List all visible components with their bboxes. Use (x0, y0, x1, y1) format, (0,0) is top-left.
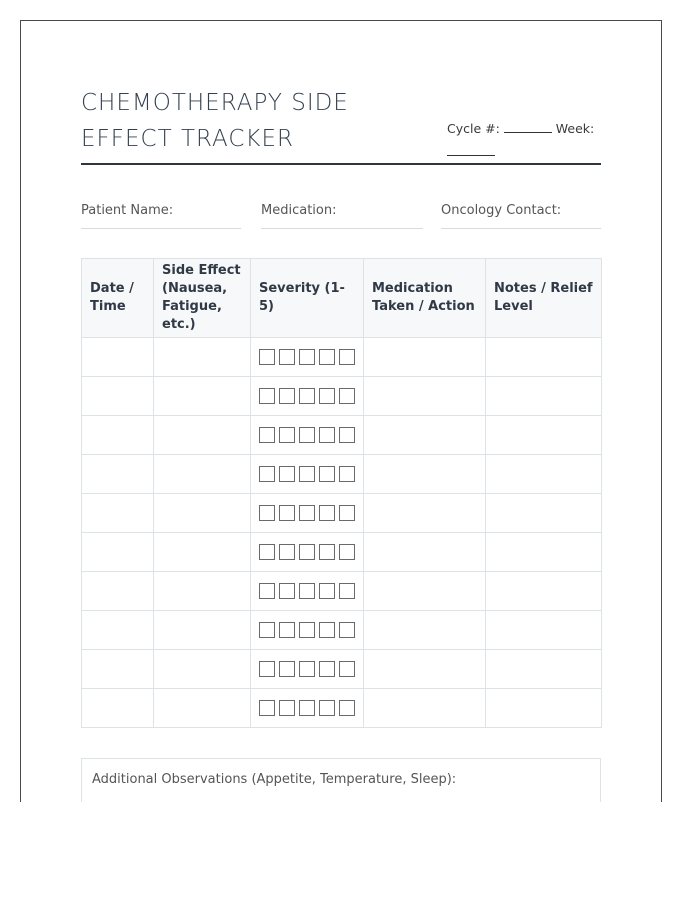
severity-checkbox[interactable] (279, 466, 295, 482)
medication-label: Medication: (261, 203, 337, 218)
column-header-side-effect: Side Effect (Nausea, Fatigue, etc.) (154, 259, 251, 338)
severity-checkbox[interactable] (279, 700, 295, 716)
severity-checkbox[interactable] (259, 427, 275, 443)
severity-cell (251, 455, 364, 494)
column-header-medication-action: Medication Taken / Action (364, 259, 486, 338)
severity-checkbox-group (251, 622, 363, 638)
severity-checkbox[interactable] (339, 349, 355, 365)
severity-cell (251, 494, 364, 533)
severity-checkbox[interactable] (279, 661, 295, 677)
severity-checkbox[interactable] (259, 544, 275, 560)
side-effect-cell[interactable] (154, 494, 251, 533)
table-row (82, 455, 602, 494)
severity-cell (251, 689, 364, 728)
date-time-cell[interactable] (82, 377, 154, 416)
severity-checkbox[interactable] (319, 427, 335, 443)
severity-cell (251, 650, 364, 689)
date-time-cell[interactable] (82, 572, 154, 611)
severity-checkbox[interactable] (279, 349, 295, 365)
patient-info-fields (81, 201, 601, 229)
medication-action-cell[interactable] (364, 338, 486, 377)
patient-name-field[interactable] (81, 201, 241, 229)
sheet-header (81, 85, 601, 165)
side-effect-cell[interactable] (154, 572, 251, 611)
cycle-label: Cycle #: (447, 121, 500, 136)
severity-checkbox-group (251, 544, 363, 560)
severity-checkbox[interactable] (339, 427, 355, 443)
notes-relief-cell[interactable] (486, 533, 602, 572)
severity-checkbox[interactable] (319, 700, 335, 716)
severity-cell (251, 533, 364, 572)
date-time-cell[interactable] (82, 650, 154, 689)
severity-checkbox[interactable] (259, 466, 275, 482)
side-effect-cell[interactable] (154, 416, 251, 455)
column-header-notes-relief: Notes / Relief Level (486, 259, 602, 338)
severity-cell (251, 338, 364, 377)
side-effect-cell[interactable] (154, 650, 251, 689)
cycle-week-fields (447, 117, 601, 163)
severity-checkbox[interactable] (259, 622, 275, 638)
severity-checkbox[interactable] (319, 466, 335, 482)
date-time-cell[interactable] (82, 494, 154, 533)
week-label: Week: (555, 121, 595, 136)
severity-checkbox[interactable] (319, 661, 335, 677)
severity-checkbox[interactable] (299, 661, 315, 677)
severity-cell (251, 377, 364, 416)
severity-cell (251, 611, 364, 650)
notes-relief-cell[interactable] (486, 377, 602, 416)
severity-checkbox[interactable] (339, 505, 355, 521)
medication-action-cell[interactable] (364, 377, 486, 416)
severity-checkbox[interactable] (299, 427, 315, 443)
severity-checkbox[interactable] (279, 583, 295, 599)
table-row (82, 494, 602, 533)
date-time-cell[interactable] (82, 533, 154, 572)
severity-checkbox[interactable] (319, 583, 335, 599)
severity-checkbox[interactable] (319, 388, 335, 404)
severity-checkbox[interactable] (279, 427, 295, 443)
severity-checkbox[interactable] (299, 466, 315, 482)
column-header-severity: Severity (1-5) (251, 259, 364, 338)
severity-checkbox-group (251, 427, 363, 443)
date-time-cell[interactable] (82, 611, 154, 650)
severity-checkbox[interactable] (299, 505, 315, 521)
severity-checkbox-group (251, 700, 363, 716)
severity-checkbox-group (251, 661, 363, 677)
severity-checkbox[interactable] (299, 622, 315, 638)
page-title: CHEMOTHERAPY SIDE EFFECT TRACKER (81, 90, 349, 152)
severity-checkbox[interactable] (299, 349, 315, 365)
side-effect-cell[interactable] (154, 689, 251, 728)
additional-observations-box[interactable] (81, 758, 601, 802)
severity-checkbox[interactable] (259, 388, 275, 404)
oncology-contact-label: Oncology Contact: (441, 203, 562, 218)
severity-checkbox-group (251, 505, 363, 521)
table-row (82, 533, 602, 572)
side-effect-table (81, 258, 602, 728)
notes-relief-cell[interactable] (486, 689, 602, 728)
table-row (82, 650, 602, 689)
table-row (82, 416, 602, 455)
severity-checkbox[interactable] (319, 505, 335, 521)
side-effect-cell[interactable] (154, 338, 251, 377)
notes-relief-cell[interactable] (486, 650, 602, 689)
side-effect-cell[interactable] (154, 377, 251, 416)
table-row (82, 572, 602, 611)
medication-action-cell[interactable] (364, 572, 486, 611)
severity-checkbox[interactable] (339, 661, 355, 677)
notes-relief-cell[interactable] (486, 494, 602, 533)
severity-checkbox[interactable] (259, 661, 275, 677)
severity-checkbox-group (251, 349, 363, 365)
notes-relief-cell[interactable] (486, 338, 602, 377)
severity-checkbox[interactable] (279, 388, 295, 404)
table-row (82, 377, 602, 416)
severity-checkbox[interactable] (259, 505, 275, 521)
medication-action-cell[interactable] (364, 416, 486, 455)
table-row (82, 338, 602, 377)
severity-checkbox[interactable] (299, 583, 315, 599)
patient-name-label: Patient Name: (81, 203, 174, 218)
table-row (82, 689, 602, 728)
oncology-contact-field[interactable] (441, 201, 601, 229)
severity-checkbox[interactable] (319, 622, 335, 638)
severity-checkbox-group (251, 466, 363, 482)
severity-checkbox[interactable] (279, 544, 295, 560)
severity-checkbox[interactable] (339, 466, 355, 482)
severity-checkbox[interactable] (339, 544, 355, 560)
severity-checkbox[interactable] (319, 349, 335, 365)
date-time-cell[interactable] (82, 689, 154, 728)
severity-checkbox-group (251, 583, 363, 599)
side-effect-cell[interactable] (154, 533, 251, 572)
date-time-cell[interactable] (82, 455, 154, 494)
severity-checkbox[interactable] (339, 622, 355, 638)
medication-action-cell[interactable] (364, 650, 486, 689)
notes-relief-cell[interactable] (486, 611, 602, 650)
severity-checkbox[interactable] (339, 700, 355, 716)
notes-relief-cell[interactable] (486, 572, 602, 611)
severity-checkbox[interactable] (279, 505, 295, 521)
severity-checkbox[interactable] (319, 544, 335, 560)
side-effect-cell[interactable] (154, 611, 251, 650)
notes-relief-cell[interactable] (486, 455, 602, 494)
severity-checkbox[interactable] (299, 544, 315, 560)
severity-checkbox-group (251, 388, 363, 404)
cycle-blank[interactable] (504, 121, 552, 133)
severity-cell (251, 416, 364, 455)
severity-cell (251, 572, 364, 611)
medication-action-cell[interactable] (364, 455, 486, 494)
severity-checkbox[interactable] (299, 388, 315, 404)
table-row (82, 611, 602, 650)
medication-action-cell[interactable] (364, 533, 486, 572)
additional-observations-label: Additional Observations (Appetite, Temperature, Sleep): (92, 772, 457, 787)
severity-checkbox[interactable] (279, 622, 295, 638)
table-body (82, 338, 602, 728)
severity-checkbox[interactable] (259, 700, 275, 716)
date-time-cell[interactable] (82, 338, 154, 377)
week-blank[interactable] (447, 144, 495, 156)
medication-action-cell[interactable] (364, 611, 486, 650)
side-effect-cell[interactable] (154, 455, 251, 494)
medication-field[interactable] (261, 201, 423, 229)
severity-checkbox[interactable] (339, 583, 355, 599)
table-header-row (82, 259, 602, 338)
tracker-sheet (20, 20, 662, 802)
severity-checkbox[interactable] (299, 700, 315, 716)
severity-checkbox[interactable] (339, 388, 355, 404)
date-time-cell[interactable] (82, 416, 154, 455)
severity-checkbox[interactable] (259, 349, 275, 365)
medication-action-cell[interactable] (364, 689, 486, 728)
medication-action-cell[interactable] (364, 494, 486, 533)
column-header-date-time: Date / Time (82, 259, 154, 338)
severity-checkbox[interactable] (259, 583, 275, 599)
notes-relief-cell[interactable] (486, 416, 602, 455)
